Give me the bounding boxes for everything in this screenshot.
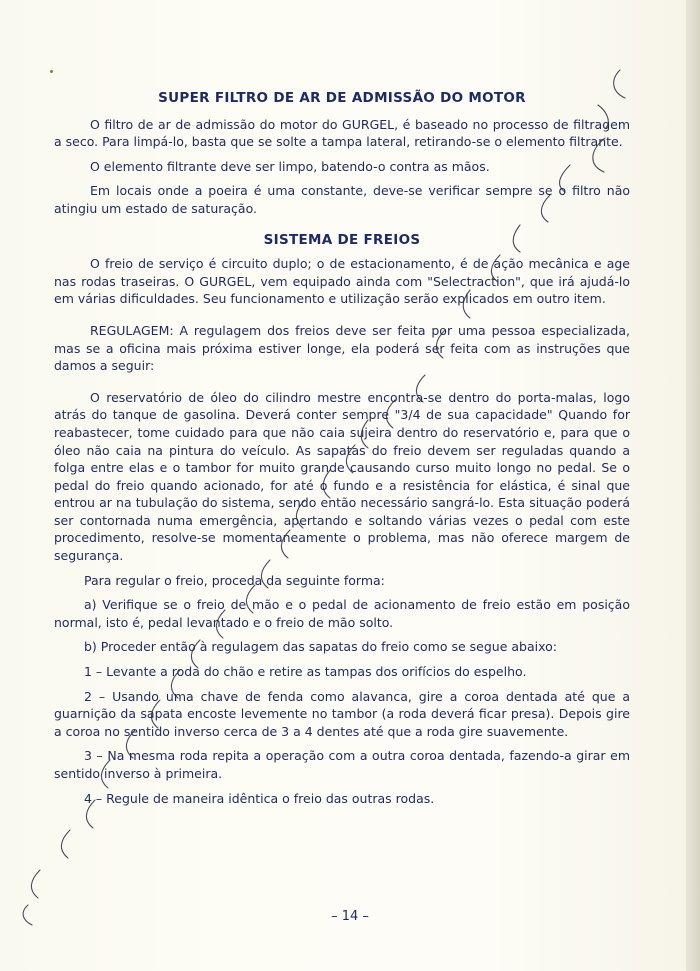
brakes-step-b: b) Proceder então à regulagem das sapatas do freio como se segue abaixo:: [84, 639, 557, 655]
section-title-brakes: SISTEMA DE FREIOS: [263, 231, 421, 248]
speck: [50, 70, 53, 73]
brakes-step-1: 1 – Levante a roda do chão e retire as tampas dos orifícios do espelho.: [84, 664, 527, 680]
brakes-step-a: a) Verifique se o freio de mão e o pedal de acionamento de freio estão em posição normal, isto é, pedal levantado e o freio de mão solto.: [54, 597, 630, 630]
page-edge: [686, 0, 700, 971]
brakes-paragraph-1: O freio de serviço é circuito duplo; o de estacionamento, é de ação mecânica e age nas rodas traseiras. O GURGEL, vem equipado ainda com "Selectraction", que irá ajudá-lo em várias dificuldades. Seu funcionamento e utilização serão explicados em outro item.: [54, 256, 630, 307]
page-content: [54, 90, 630, 814]
brakes-step-4: 4 – Regule de maneira idêntica o freio das outras rodas.: [84, 790, 435, 806]
page-number: – 14 –: [331, 909, 369, 924]
brakes-step-2: 2 – Usando uma chave de fenda como alavanca, gire a coroa dentada até que a guarnição da sapata encoste levemente no tambor (a roda deverá ficar presa). Depois gire a coroa no sentido inverso cerca de 3 a 4 dentes até que a roda gire suavemente.: [54, 688, 630, 739]
brakes-reservoir-paragraph: O reservatório de óleo do cilindro mestre encontra-se dentro do porta-malas, logo atrás do tanque de gasolina. Deverá conter sempre "3/4 de sua capacidade" Quando for reabastecer, tome cuidado para que não caia sujeira dentro do reservatório e, para que o óleo não caia na pintura do veículo. As sapatas do freio devem ser reguladas quando a folga entre elas e o tambor for muito grande causando curso muito longo no pedal. Se o pedal do freio quando acionado, for até o fundo e a resistência for elástica, é sinal que entrou ar na tubulação do sistema, sendo então necessário sangrá-lo. Esta situação poderá ser contornada numa emergência, apertando e soltando várias vezes o pedal com este procedimento, resolve-se momentaneamente o problema, mas não oferece margem de segurança.: [54, 389, 630, 564]
brakes-procedure-intro: Para regular o freio, proceda da seguinte forma:: [84, 572, 385, 588]
filter-paragraph-1: O filtro de ar de admissão do motor do GURGEL, é baseado no processo de filtragem a seco. Para limpá-lo, basta que se solte a tampa lateral, retirando-se o elemento filtrante.: [54, 116, 630, 150]
filter-paragraph-2: O elemento filtrante deve ser limpo, batendo-o contra as mãos.: [90, 158, 490, 174]
filter-paragraph-3: Em locais onde a poeira é uma constante, deve-se verificar sempre se o filtro não atingiu um estado de saturação.: [54, 183, 630, 216]
brakes-step-3: 3 – Na mesma roda repita a operação com a outra coroa dentada, fazendo-a girar em sentido inverso à primeira.: [54, 748, 630, 781]
brakes-adjustment-intro: REGULAGEM: A regulagem dos freios deve ser feita por uma pessoa especializada, mas se a oficina mais próxima estiver longe, ela poderá ser feita com as instruções que damos a seguir:: [54, 322, 630, 374]
section-title-filter: SUPER FILTRO DE AR DE ADMISSÃO DO MOTOR: [158, 90, 526, 106]
